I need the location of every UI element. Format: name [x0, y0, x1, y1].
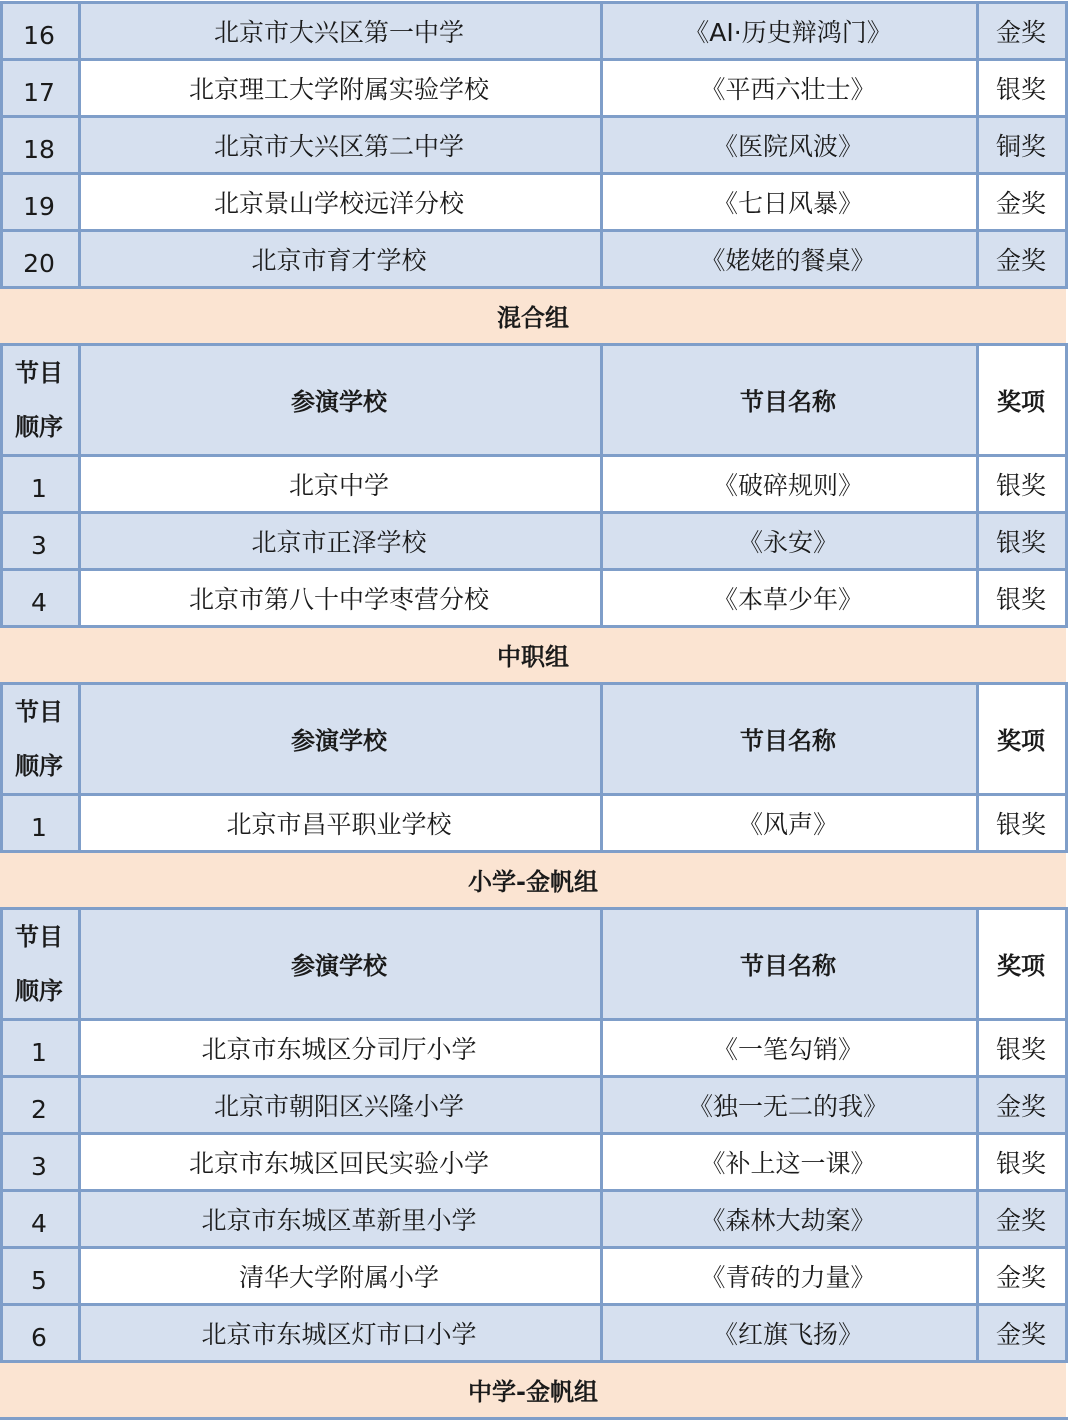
header-award: 奖项	[976, 908, 1066, 1019]
column-divider	[600, 512, 603, 569]
award-cell: 银奖	[976, 794, 1066, 851]
program-cell: 《医院风波》	[600, 116, 976, 173]
column-divider	[0, 512, 3, 569]
header-award: 奖项	[976, 344, 1066, 455]
row-divider	[0, 793, 1068, 796]
program-cell: 《AI·历史辩鸿门》	[600, 2, 976, 59]
order-cell: 17	[0, 59, 78, 116]
column-divider	[78, 1019, 81, 1076]
group-title: 混合组	[0, 287, 1066, 344]
row-divider	[0, 454, 1068, 457]
table-row	[0, 1247, 1066, 1304]
school-cell: 北京市第八十中学枣营分校	[78, 569, 600, 626]
row-divider	[0, 1303, 1068, 1306]
award-cell: 金奖	[976, 173, 1066, 230]
header-order-line1: 节目	[15, 922, 63, 951]
order-cell: 19	[0, 173, 78, 230]
column-divider	[78, 1304, 81, 1361]
column-divider	[78, 116, 81, 173]
row-divider	[0, 1075, 1068, 1078]
order-cell: 18	[0, 116, 78, 173]
group-title: 中职组	[0, 626, 1066, 683]
column-divider	[78, 2, 81, 59]
award-cell: 金奖	[976, 2, 1066, 59]
column-divider	[0, 173, 3, 230]
row-divider	[0, 1246, 1068, 1249]
column-divider	[976, 1019, 979, 1076]
column-divider	[976, 794, 979, 851]
column-divider	[78, 455, 81, 512]
column-divider	[0, 1304, 3, 1361]
program-cell: 《永安》	[600, 512, 976, 569]
program-cell: 《红旗飞扬》	[600, 1304, 976, 1361]
column-divider	[600, 1247, 603, 1304]
column-divider	[0, 1076, 3, 1133]
program-cell: 《风声》	[600, 794, 976, 851]
school-cell: 北京市东城区革新里小学	[78, 1190, 600, 1247]
column-divider	[0, 1133, 3, 1190]
header-program: 节目名称	[600, 683, 976, 794]
school-cell: 北京市朝阳区兴隆小学	[78, 1076, 600, 1133]
program-cell: 《姥姥的餐桌》	[600, 230, 976, 287]
column-divider	[600, 569, 603, 626]
header-order-line2: 顺序	[15, 751, 63, 780]
column-divider	[976, 1247, 979, 1304]
school-cell: 北京中学	[78, 455, 600, 512]
column-divider	[0, 794, 3, 851]
column-divider	[78, 1247, 81, 1304]
row-divider	[0, 511, 1068, 514]
award-cell: 银奖	[976, 569, 1066, 626]
row-divider	[0, 343, 1068, 346]
column-divider	[78, 344, 81, 455]
school-cell: 北京市东城区回民实验小学	[78, 1133, 600, 1190]
row-divider	[0, 1189, 1068, 1192]
column-divider	[976, 59, 979, 116]
table-row	[0, 512, 1066, 569]
column-divider	[600, 1304, 603, 1361]
school-cell: 清华大学附属小学	[78, 1247, 600, 1304]
school-cell: 北京理工大学附属实验学校	[78, 59, 600, 116]
order-cell: 2	[0, 1076, 78, 1133]
table-row	[0, 173, 1066, 230]
column-divider	[78, 683, 81, 794]
column-divider	[78, 230, 81, 287]
order-cell: 6	[0, 1304, 78, 1361]
column-divider	[600, 683, 603, 794]
column-divider	[78, 1190, 81, 1247]
row-divider	[0, 850, 1068, 853]
column-divider	[976, 1076, 979, 1133]
column-divider	[600, 1019, 603, 1076]
row-divider	[0, 286, 1068, 289]
column-divider	[600, 173, 603, 230]
row-divider	[0, 907, 1068, 910]
order-cell: 1	[0, 794, 78, 851]
column-divider	[0, 683, 3, 794]
order-cell: 3	[0, 512, 78, 569]
header-order	[0, 908, 78, 1019]
award-cell: 铜奖	[976, 116, 1066, 173]
column-divider	[976, 569, 979, 626]
table-row	[0, 230, 1066, 287]
header-program: 节目名称	[600, 908, 976, 1019]
column-divider	[976, 455, 979, 512]
table-row	[0, 1076, 1066, 1133]
row-divider	[0, 58, 1068, 61]
column-divider	[600, 230, 603, 287]
column-divider	[976, 1133, 979, 1190]
school-cell: 北京市正泽学校	[78, 512, 600, 569]
group-title: 小学-金帆组	[0, 851, 1066, 908]
column-divider	[600, 116, 603, 173]
column-divider	[0, 908, 3, 1019]
header-school: 参演学校	[78, 683, 600, 794]
column-divider	[976, 1190, 979, 1247]
column-divider	[600, 1133, 603, 1190]
program-cell: 《青砖的力量》	[600, 1247, 976, 1304]
table-row	[0, 1019, 1066, 1076]
order-cell: 16	[0, 2, 78, 59]
school-cell: 北京市大兴区第一中学	[78, 2, 600, 59]
award-cell: 金奖	[976, 1190, 1066, 1247]
award-cell: 金奖	[976, 230, 1066, 287]
school-cell: 北京市大兴区第二中学	[78, 116, 600, 173]
column-divider	[78, 173, 81, 230]
table-header-row	[0, 683, 1066, 794]
award-cell: 金奖	[976, 1304, 1066, 1361]
table-row	[0, 1133, 1066, 1190]
column-divider	[0, 2, 3, 59]
column-divider	[600, 2, 603, 59]
award-cell: 金奖	[976, 1076, 1066, 1133]
order-cell: 20	[0, 230, 78, 287]
table-header-row	[0, 344, 1066, 455]
program-cell: 《本草少年》	[600, 569, 976, 626]
row-divider	[0, 229, 1068, 232]
order-cell: 1	[0, 1019, 78, 1076]
school-cell: 北京市东城区分司厅小学	[78, 1019, 600, 1076]
table-row	[0, 1190, 1066, 1247]
row-divider	[0, 1360, 1068, 1363]
column-divider	[0, 1247, 3, 1304]
school-cell: 北京市昌平职业学校	[78, 794, 600, 851]
program-cell: 《补上这一课》	[600, 1133, 976, 1190]
program-cell: 《森林大劫案》	[600, 1190, 976, 1247]
school-cell: 北京市育才学校	[78, 230, 600, 287]
order-cell: 3	[0, 1133, 78, 1190]
column-divider	[600, 1190, 603, 1247]
table-header-row	[0, 908, 1066, 1019]
school-cell: 北京景山学校远洋分校	[78, 173, 600, 230]
table-row	[0, 455, 1066, 512]
row-divider	[0, 1132, 1068, 1135]
row-divider	[0, 1, 1068, 4]
column-divider	[976, 1304, 979, 1361]
header-school: 参演学校	[78, 344, 600, 455]
column-divider	[78, 1076, 81, 1133]
header-order	[0, 344, 78, 455]
header-order-line2: 顺序	[15, 976, 63, 1005]
row-divider	[0, 172, 1068, 175]
school-cell: 北京市东城区灯市口小学	[78, 1304, 600, 1361]
column-divider	[976, 173, 979, 230]
order-cell: 4	[0, 569, 78, 626]
column-divider	[600, 794, 603, 851]
column-divider	[78, 59, 81, 116]
column-divider	[0, 116, 3, 173]
table-row	[0, 2, 1066, 59]
row-divider	[0, 625, 1068, 628]
award-cell: 银奖	[976, 1133, 1066, 1190]
column-divider	[0, 455, 3, 512]
column-divider	[976, 512, 979, 569]
column-divider	[0, 1190, 3, 1247]
column-divider	[78, 908, 81, 1019]
award-cell: 银奖	[976, 1019, 1066, 1076]
column-divider	[600, 344, 603, 455]
header-order	[0, 683, 78, 794]
order-cell: 5	[0, 1247, 78, 1304]
program-cell: 《独一无二的我》	[600, 1076, 976, 1133]
program-cell: 《平西六壮士》	[600, 59, 976, 116]
column-divider	[0, 59, 3, 116]
header-school: 参演学校	[78, 908, 600, 1019]
column-divider	[976, 2, 979, 59]
award-cell: 银奖	[976, 455, 1066, 512]
column-divider	[0, 344, 3, 455]
column-divider	[0, 1019, 3, 1076]
column-divider	[976, 116, 979, 173]
column-divider	[78, 512, 81, 569]
row-divider	[0, 1018, 1068, 1021]
column-divider	[976, 230, 979, 287]
row-divider	[0, 568, 1068, 571]
column-divider	[0, 569, 3, 626]
group-title: 中学-金帆组	[0, 1361, 1066, 1418]
header-award: 奖项	[976, 683, 1066, 794]
table-row	[0, 59, 1066, 116]
header-program: 节目名称	[600, 344, 976, 455]
award-cell: 金奖	[976, 1247, 1066, 1304]
column-divider	[78, 794, 81, 851]
award-cell: 银奖	[976, 59, 1066, 116]
order-cell: 4	[0, 1190, 78, 1247]
column-divider	[0, 230, 3, 287]
program-cell: 《破碎规则》	[600, 455, 976, 512]
column-divider	[976, 344, 979, 455]
header-order-line2: 顺序	[15, 412, 63, 441]
table-row	[0, 1304, 1066, 1361]
column-divider	[78, 569, 81, 626]
column-divider	[600, 59, 603, 116]
table-row	[0, 569, 1066, 626]
header-order-line1: 节目	[15, 697, 63, 726]
award-cell: 银奖	[976, 512, 1066, 569]
table-row	[0, 116, 1066, 173]
row-divider	[0, 682, 1068, 685]
program-cell: 《一笔勾销》	[600, 1019, 976, 1076]
program-cell: 《七日风暴》	[600, 173, 976, 230]
header-order-line1: 节目	[15, 358, 63, 387]
column-divider	[976, 683, 979, 794]
column-divider	[600, 908, 603, 1019]
column-divider	[78, 1133, 81, 1190]
table-row	[0, 794, 1066, 851]
order-cell: 1	[0, 455, 78, 512]
row-divider	[0, 115, 1068, 118]
column-divider	[600, 1076, 603, 1133]
column-divider	[976, 908, 979, 1019]
column-divider	[600, 455, 603, 512]
